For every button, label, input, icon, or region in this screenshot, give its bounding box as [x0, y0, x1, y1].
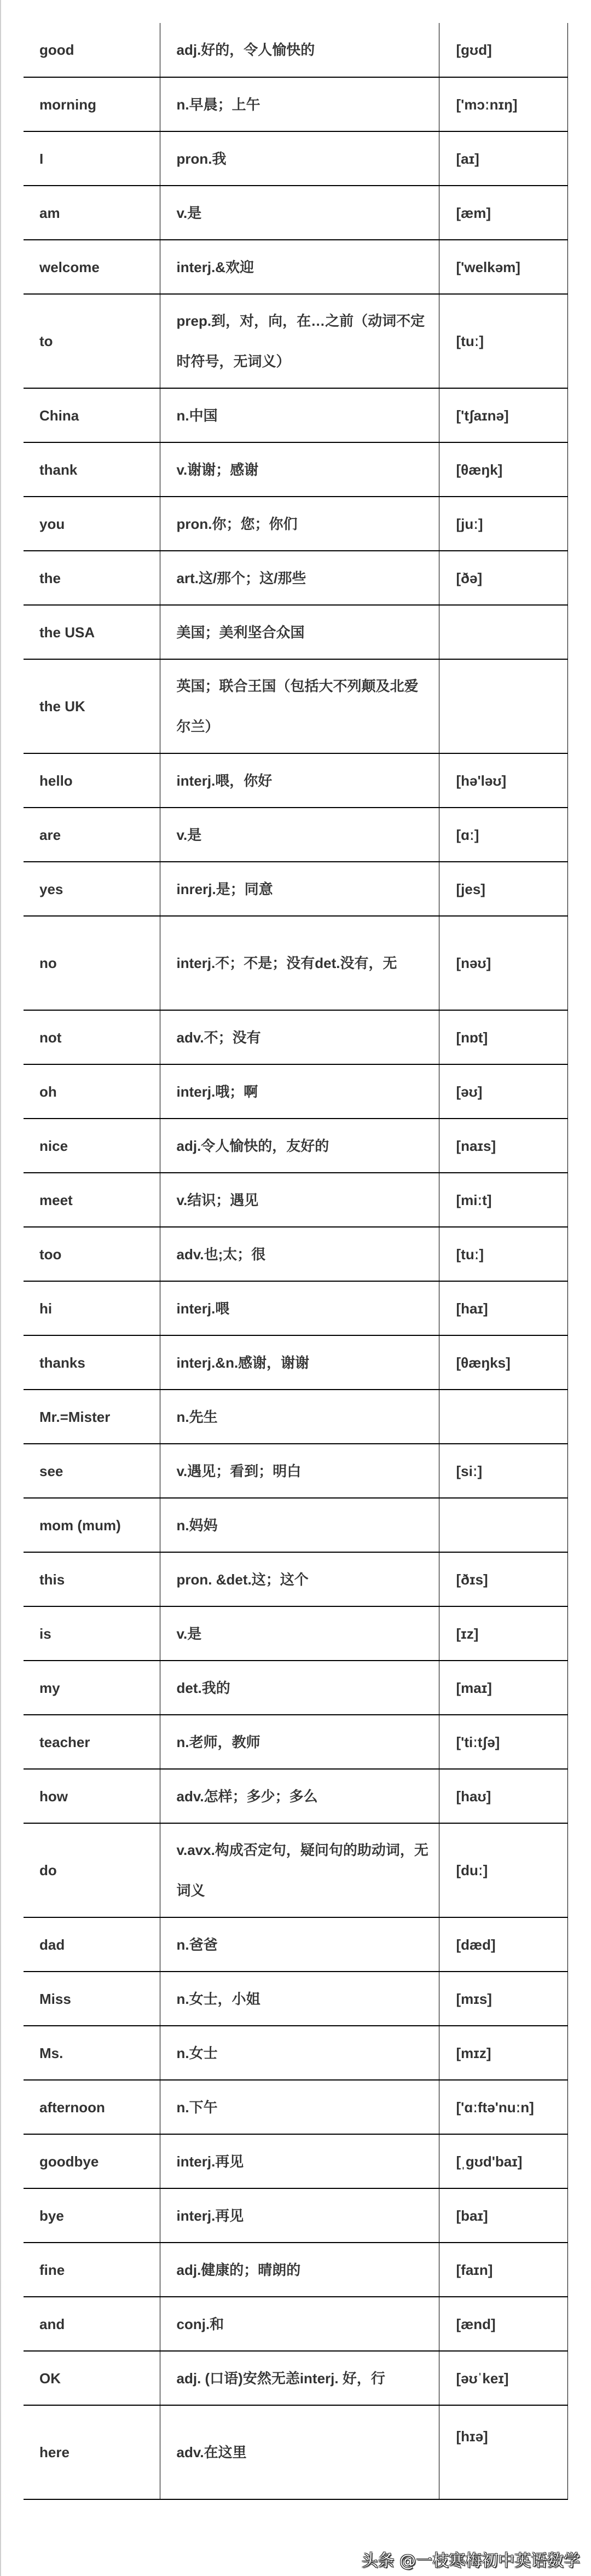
- vocab-meaning: adv.在这里: [160, 2405, 439, 2499]
- vocab-pronunciation: [miːt]: [439, 1173, 567, 1227]
- vocab-meaning: v.avx.构成否定句，疑问句的助动词，无词义: [160, 1823, 439, 1917]
- vocab-row: [24, 2297, 567, 2351]
- vocab-pronunciation: ['tiːtʃə]: [439, 1715, 567, 1769]
- vocab-word: the UK: [24, 659, 160, 753]
- vocab-pronunciation: [θæŋks]: [439, 1335, 567, 1390]
- vocab-row: [24, 1917, 567, 1972]
- vocab-row: [24, 1823, 567, 1917]
- vocab-row: [24, 1281, 567, 1335]
- vocab-row: [24, 294, 567, 388]
- vocab-row: [24, 77, 567, 131]
- vocab-row: [24, 186, 567, 240]
- vocab-word: afternoon: [24, 2080, 160, 2134]
- vocab-meaning: 英国；联合王国（包括大不列颠及北爱尔兰）: [160, 659, 439, 753]
- vocab-meaning: det.我的: [160, 1661, 439, 1715]
- vocab-meaning: adj.健康的；晴朗的: [160, 2243, 439, 2297]
- vocab-row: [24, 1119, 567, 1173]
- vocab-row: [24, 442, 567, 497]
- vocab-pronunciation: [ɪz]: [439, 1606, 567, 1661]
- vocab-row: [24, 659, 567, 753]
- vocab-word: good: [24, 23, 160, 77]
- vocab-word: oh: [24, 1064, 160, 1119]
- vocab-word: this: [24, 1552, 160, 1606]
- vocab-meaning: n.女士，小姐: [160, 1972, 439, 2026]
- vocab-word: and: [24, 2297, 160, 2351]
- vocab-meaning: 美国；美利坚合众国: [160, 605, 439, 659]
- vocab-row: [24, 2026, 567, 2080]
- vocab-word: dad: [24, 1917, 160, 1972]
- page-edge-divider: [0, 0, 1, 2576]
- vocab-pronunciation: [439, 605, 567, 659]
- vocab-row: [24, 1715, 567, 1769]
- vocab-row: [24, 1390, 567, 1444]
- vocab-row: [24, 1661, 567, 1715]
- vocab-word: morning: [24, 77, 160, 131]
- vocab-meaning: n.老师，教师: [160, 1715, 439, 1769]
- vocab-meaning: v.是: [160, 186, 439, 240]
- vocab-meaning: inrerj.是；同意: [160, 862, 439, 916]
- vocab-pronunciation: [naɪs]: [439, 1119, 567, 1173]
- vocab-row: [24, 605, 567, 659]
- vocabulary-table: [24, 23, 568, 2500]
- vocab-word: mom (mum): [24, 1498, 160, 1552]
- vocab-word: the USA: [24, 605, 160, 659]
- vocab-pronunciation: [siː]: [439, 1444, 567, 1498]
- vocab-pronunciation: [duː]: [439, 1823, 567, 1917]
- vocab-word: see: [24, 1444, 160, 1498]
- vocab-pronunciation: [439, 1390, 567, 1444]
- vocab-word: Ms.: [24, 2026, 160, 2080]
- vocab-pronunciation: [ɑː]: [439, 808, 567, 862]
- vocab-row: [24, 240, 567, 294]
- vocab-word: goodbye: [24, 2134, 160, 2188]
- vocab-row: [24, 1552, 567, 1606]
- vocab-word: hello: [24, 753, 160, 808]
- vocab-word: thanks: [24, 1335, 160, 1390]
- vocab-row: [24, 808, 567, 862]
- vocab-pronunciation: ['welkəm]: [439, 240, 567, 294]
- vocab-meaning: adj.好的，令人愉快的: [160, 23, 439, 77]
- vocab-meaning: n.先生: [160, 1390, 439, 1444]
- vocab-pronunciation: ['ɑːftə'nuːn]: [439, 2080, 567, 2134]
- vocab-pronunciation: [haɪ]: [439, 1281, 567, 1335]
- vocab-pronunciation: ['tʃaɪnə]: [439, 388, 567, 442]
- vocab-meaning: prep.到，对，向，在…之前（动词不定时符号，无词义）: [160, 294, 439, 388]
- vocab-meaning: adj.令人愉快的，友好的: [160, 1119, 439, 1173]
- vocab-meaning: interj.再见: [160, 2188, 439, 2243]
- vocab-meaning: n.中国: [160, 388, 439, 442]
- vocab-row: [24, 1064, 567, 1119]
- vocab-pronunciation: [θæŋk]: [439, 442, 567, 497]
- vocab-meaning: n.爸爸: [160, 1917, 439, 1972]
- vocab-meaning: interj.不；不是；没有det.没有，无: [160, 916, 439, 1010]
- vocab-word: China: [24, 388, 160, 442]
- vocab-pronunciation: [juː]: [439, 497, 567, 551]
- vocab-pronunciation: [mɪs]: [439, 1972, 567, 2026]
- vocab-meaning: conj.和: [160, 2297, 439, 2351]
- vocab-meaning: adv.不；没有: [160, 1010, 439, 1064]
- vocab-meaning: interj.喂: [160, 1281, 439, 1335]
- vocab-pronunciation: [nɒt]: [439, 1010, 567, 1064]
- vocab-row: [24, 23, 567, 77]
- vocab-pronunciation: [439, 1498, 567, 1552]
- vocab-meaning: v.遇见；看到；明白: [160, 1444, 439, 1498]
- vocab-word: nice: [24, 1119, 160, 1173]
- vocab-pronunciation: [ˌgʊd'baɪ]: [439, 2134, 567, 2188]
- vocab-row: [24, 1972, 567, 2026]
- vocab-meaning: interj.喂，你好: [160, 753, 439, 808]
- vocab-meaning: v.结识；遇见: [160, 1173, 439, 1227]
- vocab-word: my: [24, 1661, 160, 1715]
- vocab-word: fine: [24, 2243, 160, 2297]
- vocab-word: how: [24, 1769, 160, 1823]
- vocab-word: OK: [24, 2351, 160, 2405]
- vocab-meaning: v.谢谢；感谢: [160, 442, 439, 497]
- vocab-meaning: n.下午: [160, 2080, 439, 2134]
- vocab-pronunciation: [ðɪs]: [439, 1552, 567, 1606]
- vocab-pronunciation: [jes]: [439, 862, 567, 916]
- vocab-word: meet: [24, 1173, 160, 1227]
- vocab-word: no: [24, 916, 160, 1010]
- vocab-meaning: pron.我: [160, 131, 439, 186]
- source-watermark: 头条 @一枝寒梅初中英语数学: [361, 2551, 580, 2571]
- vocab-row: [24, 1498, 567, 1552]
- vocab-pronunciation: [haʊ]: [439, 1769, 567, 1823]
- vocab-pronunciation: [hɪə]: [439, 2405, 567, 2499]
- vocab-meaning: pron. &det.这；这个: [160, 1552, 439, 1606]
- vocab-row: [24, 388, 567, 442]
- vocab-word: is: [24, 1606, 160, 1661]
- vocab-pronunciation: [mɪz]: [439, 2026, 567, 2080]
- vocab-row: [24, 1173, 567, 1227]
- vocab-pronunciation: [faɪn]: [439, 2243, 567, 2297]
- vocab-word: do: [24, 1823, 160, 1917]
- vocab-word: yes: [24, 862, 160, 916]
- vocab-word: you: [24, 497, 160, 551]
- vocab-word: here: [24, 2405, 160, 2499]
- vocab-word: the: [24, 551, 160, 605]
- vocab-pronunciation: [əʊˈkeɪ]: [439, 2351, 567, 2405]
- vocab-word: hi: [24, 1281, 160, 1335]
- vocab-meaning: interj.&n.感谢，谢谢: [160, 1335, 439, 1390]
- vocab-pronunciation: [tuː]: [439, 294, 567, 388]
- vocab-pronunciation: [əʊ]: [439, 1064, 567, 1119]
- vocab-word: thank: [24, 442, 160, 497]
- vocab-row: [24, 1769, 567, 1823]
- vocab-meaning: adv.也;太；很: [160, 1227, 439, 1281]
- vocab-word: too: [24, 1227, 160, 1281]
- vocab-row: [24, 2188, 567, 2243]
- vocab-row: [24, 2243, 567, 2297]
- vocab-pronunciation: [ðə]: [439, 551, 567, 605]
- vocab-word: not: [24, 1010, 160, 1064]
- vocab-meaning: n.妈妈: [160, 1498, 439, 1552]
- vocab-meaning: interj.再见: [160, 2134, 439, 2188]
- vocab-pronunciation: [hə'ləʊ]: [439, 753, 567, 808]
- vocab-row: [24, 753, 567, 808]
- vocab-row: [24, 862, 567, 916]
- vocab-meaning: interj.&欢迎: [160, 240, 439, 294]
- vocab-meaning: adj. (口语)安然无恙interj. 好，行: [160, 2351, 439, 2405]
- vocab-word: teacher: [24, 1715, 160, 1769]
- vocab-meaning: interj.哦；啊: [160, 1064, 439, 1119]
- vocab-word: welcome: [24, 240, 160, 294]
- vocab-row: [24, 131, 567, 186]
- vocab-pronunciation: [gʊd]: [439, 23, 567, 77]
- vocab-row: [24, 1606, 567, 1661]
- vocab-pronunciation: [439, 659, 567, 753]
- vocab-pronunciation: [æm]: [439, 186, 567, 240]
- vocab-row: [24, 1227, 567, 1281]
- vocab-pronunciation: [tuː]: [439, 1227, 567, 1281]
- vocab-word: to: [24, 294, 160, 388]
- vocab-row: [24, 1444, 567, 1498]
- vocab-meaning: n.早晨；上午: [160, 77, 439, 131]
- vocab-meaning: pron.你；您；你们: [160, 497, 439, 551]
- vocab-row: [24, 2080, 567, 2134]
- vocab-meaning: art.这/那个；这/那些: [160, 551, 439, 605]
- vocab-row: [24, 2351, 567, 2405]
- vocab-word: Miss: [24, 1972, 160, 2026]
- vocab-pronunciation: [baɪ]: [439, 2188, 567, 2243]
- vocabulary-table-body: [24, 23, 567, 2499]
- vocab-word: I: [24, 131, 160, 186]
- vocab-row: [24, 1010, 567, 1064]
- vocab-row: [24, 916, 567, 1010]
- vocab-meaning: n.女士: [160, 2026, 439, 2080]
- vocab-row: [24, 1335, 567, 1390]
- vocab-row: [24, 2134, 567, 2188]
- vocab-row: [24, 497, 567, 551]
- vocab-pronunciation: [maɪ]: [439, 1661, 567, 1715]
- vocab-meaning: v.是: [160, 808, 439, 862]
- vocab-pronunciation: [nəʊ]: [439, 916, 567, 1010]
- vocab-pronunciation: [ænd]: [439, 2297, 567, 2351]
- vocab-row: [24, 551, 567, 605]
- vocab-meaning: v.是: [160, 1606, 439, 1661]
- vocab-row: [24, 2405, 567, 2499]
- vocab-pronunciation: ['mɔːnɪŋ]: [439, 77, 567, 131]
- vocab-pronunciation: [aɪ]: [439, 131, 567, 186]
- vocab-word: am: [24, 186, 160, 240]
- vocab-word: Mr.=Mister: [24, 1390, 160, 1444]
- vocab-word: are: [24, 808, 160, 862]
- vocab-word: bye: [24, 2188, 160, 2243]
- vocab-pronunciation: [dæd]: [439, 1917, 567, 1972]
- vocab-meaning: adv.怎样；多少；多么: [160, 1769, 439, 1823]
